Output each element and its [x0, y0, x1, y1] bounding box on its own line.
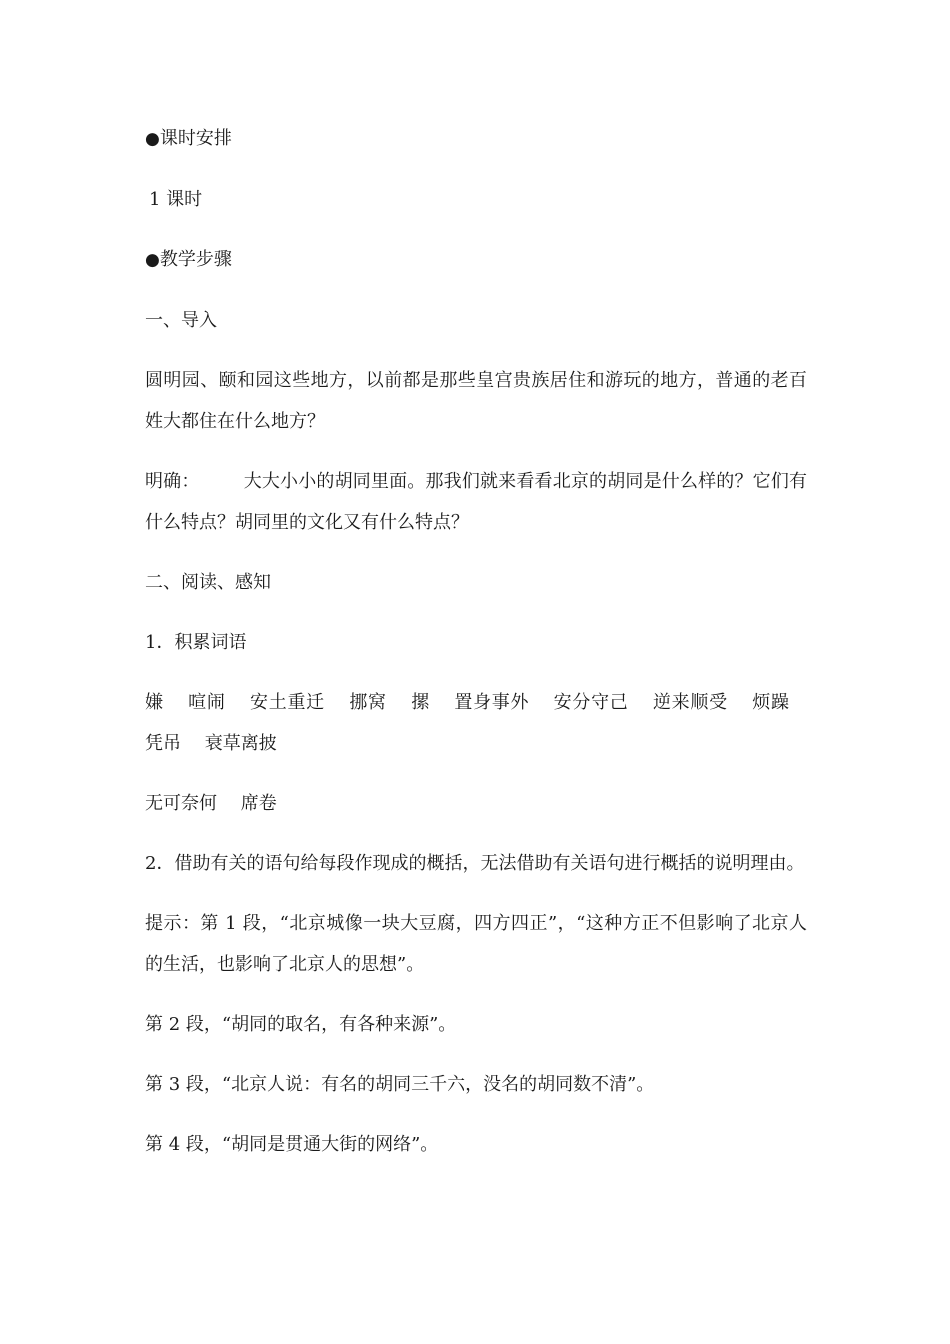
- lesson-time-heading: ● 课时安排: [145, 118, 807, 160]
- vocab-word: 置身事外: [454, 692, 530, 713]
- vocab-word: 安土重迁: [250, 692, 325, 713]
- summary-paragraph-2: 第 2 段，“胡同的取名，有各种来源”。: [145, 1014, 457, 1035]
- vocab-word: 烦躁: [752, 692, 789, 713]
- vocab-word: 安分守己: [553, 692, 629, 713]
- summary-paragraph-4: 第 4 段，“胡同是贯通大街的网络”。: [145, 1134, 439, 1155]
- item-summary-title: 2．借助有关的语句给每段作现成的概括，无法借助有关语句进行概括的说明理由。: [145, 853, 805, 874]
- hint-paragraph-1: 提示：第 1 段，“北京城像一块大豆腐，四方四正”，“这种方正不但影响了北京人的生活，也影响了北京人的思想”。: [145, 913, 807, 975]
- vocabulary-list-line1: [145, 682, 807, 764]
- vocabulary-list-line2: [145, 783, 807, 824]
- section-heading-intro: 一、导入: [145, 310, 217, 331]
- vocab-word: 嫌: [145, 692, 164, 713]
- summary-paragraph-3: 第 3 段，“北京人说：有名的胡同三千六，没名的胡同数不清”。: [145, 1074, 655, 1095]
- vocab-word: 凭吊: [145, 733, 181, 754]
- document-page: [145, 118, 807, 1184]
- answer-text: 大大小小的胡同里面。那我们就来看看北京的胡同是什么样的？它们有什么特点？胡同里的文化又有什么特点？: [145, 471, 807, 533]
- answer-paragraph: [145, 461, 807, 543]
- vocab-word: 席卷: [240, 793, 277, 814]
- answer-label: 明确：: [145, 471, 200, 492]
- vocab-word: 摞: [411, 692, 430, 713]
- intro-question: 圆明园、颐和园这些地方，以前都是那些皇宫贵族居住和游玩的地方，普通的老百姓大都住在什么地方？: [145, 370, 807, 432]
- lesson-time-value: 1 课时: [149, 189, 203, 210]
- section-heading-reading: 二、阅读、感知: [145, 572, 271, 593]
- item-vocabulary-title: 1．积累词语: [145, 632, 247, 653]
- vocab-word: 逆来顺受: [652, 692, 728, 713]
- vocab-word: 无可奈何: [145, 793, 217, 814]
- vocab-word: 衰草离披: [204, 733, 277, 754]
- vocab-word: 挪窝: [349, 692, 387, 713]
- vocab-word: 喧闹: [188, 692, 226, 713]
- steps-heading: ● 教学步骤: [145, 239, 807, 281]
